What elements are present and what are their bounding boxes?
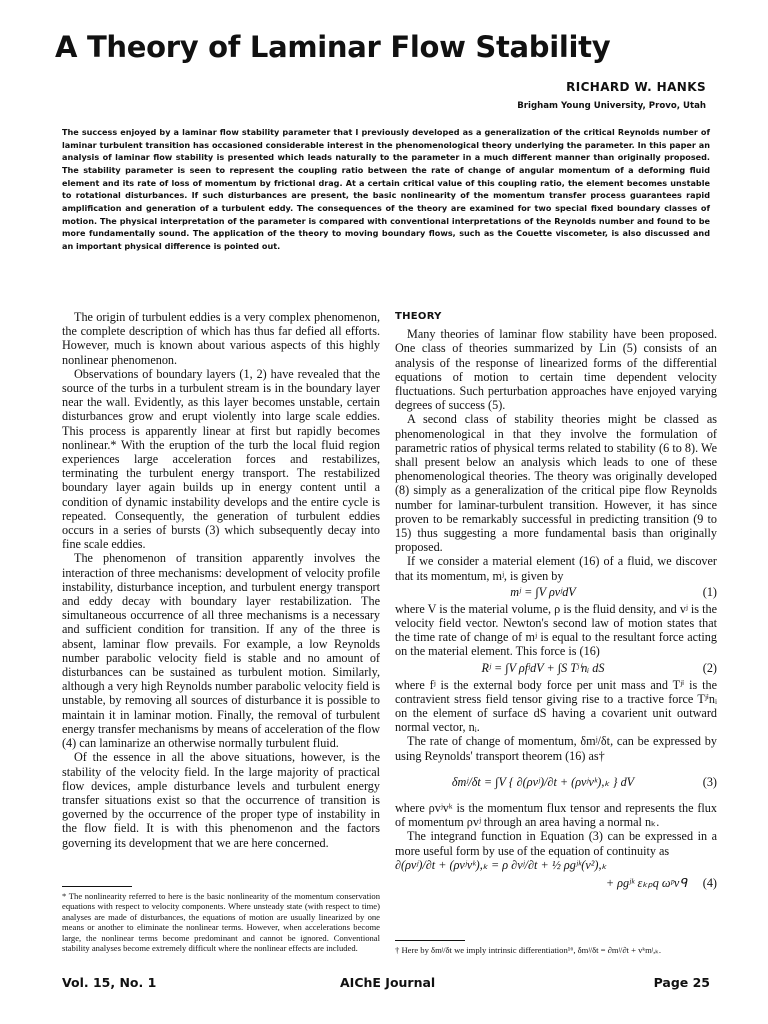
volume-number: Vol. 15, No. 1 bbox=[62, 975, 157, 990]
equation-body: δmʲ/δt = ∫V { ∂(ρvʲ)/∂t + (ρvʲvᵏ),ₖ } dV bbox=[451, 774, 635, 789]
article-title: A Theory of Laminar Flow Stability bbox=[55, 30, 611, 64]
abstract: The success enjoyed by a laminar flow stability parameter that I previously developed as a generalization of the critical Reynolds number of laminar turbulent transition has occasioned considerable interest in the phenomenological theory underlying the parameter. In this paper an analysis of laminar flow stability is presented which leads naturally to the parameter in a much different manner than originally proposed. The stability parameter is seen to represent the coupling ratio between the rate of change of angular momentum of a deforming fluid element and its rate of loss of momentum by frictional drag. At a certain critical value of this coupling ratio, the element becomes unstable to rotational disturbances. If such disturbances are present, the basic nonlinearity of the momentum transfer process guarantees rapid amplification and generation of a turbulent eddy. The consequences of the theory are examined for two special fixed boundary classes of motion. The physical interpretation of the parameter is compared with conventional interpretations of the Reynolds number and found to be more fundamentally sound. The application of the theory to moving boundary flows, such as the Couette viscometer, is also discussed and an important physical difference is pointed out. bbox=[62, 127, 710, 251]
body-paragraph: A second class of stability theories might be classed as phenomenological in that they involve the formulation of parametric ratios of physical terms related to stability (6 to 8). We shall present below an analysis which leads to one of these phenomenological theories. The theory was originally developed (8) simply as a generalization of the critical pipe flow Reynolds number for laminar-turbulent transition. However, it has since proven to be remarkably successful in predicting transition (9 to 15) thus suggesting a more fundamental basis than originally proposed. bbox=[395, 412, 717, 555]
body-paragraph: The rate of change of momentum, δmʲ/δt, can be expressed by using Reynolds' transport theorem (16) as† bbox=[395, 734, 717, 763]
equation-3 bbox=[395, 765, 717, 799]
body-paragraph: The origin of turbulent eddies is a very complex phenomenon, the complete description of which has thus far defied all efforts. However, much is known about various aspects of this highly nonlinear phenomenon. bbox=[62, 310, 380, 367]
body-paragraph: where V is the material volume, ρ is the fluid density, and vʲ is the velocity field vector. Newton's second law of motion states that the time rate of change of mʲ is equal to the resultant force acting on the material element. This force is (16) bbox=[395, 601, 717, 659]
body-paragraph: If we consider a material element (16) of a fluid, we discover that its momentum, mʲ, is given by bbox=[395, 554, 717, 583]
equation-number: (4) bbox=[702, 875, 717, 890]
footnote-nonlinearity bbox=[62, 886, 380, 953]
footnote-text: † Here by δmʲ/δt we imply intrinsic differentiation¹⁶, δmʲ/δt = ∂mʲ/∂t + vᵏmʲ,ₖ. bbox=[395, 945, 662, 955]
equation-line: + ρgʲᵏ εₖₚq ωᵖvᑫ bbox=[605, 875, 687, 890]
body-paragraph: where fʲ is the external body force per unit mass and Tʲⁱ is the contravient stress field tensor giving rise to a tractive force Tʲⁱnᵢ on the element of surface dS having a covarient unit outward normal vector, nᵢ. bbox=[395, 677, 717, 735]
equation-body: mʲ = ∫V ρvʲdV bbox=[510, 585, 576, 600]
equation-number: (3) bbox=[702, 774, 717, 789]
right-column bbox=[395, 310, 717, 894]
equation-number: (2) bbox=[702, 661, 717, 676]
footnote-text: * The nonlinearity referred to here is the basic nonlinearity of the momentum conservation equations with respect to velocity components. Where unsteady state (with respect to time) analyses are made of disturbances, the equations of motion are usually linearized by one means or another to eliminate the nonlinear terms. However, when accelerations become large, the nonlinear terms become predominant and cannot be ignored. Conventional stability analyses become extremely difficult where the nonlinear effects are included. bbox=[62, 891, 380, 954]
footnote-intrinsic-differentiation bbox=[395, 940, 717, 955]
journal-name: AIChE Journal bbox=[340, 975, 436, 990]
body-paragraph: The integrand function in Equation (3) can be expressed in a more useful form by use of the equation of continuity as bbox=[395, 829, 717, 858]
footnote-rule bbox=[395, 940, 465, 941]
author-name: RICHARD W. HANKS bbox=[566, 80, 706, 94]
equation-1 bbox=[395, 585, 717, 600]
left-column bbox=[62, 310, 380, 850]
section-heading: THEORY bbox=[395, 311, 442, 322]
equation-4 bbox=[395, 858, 717, 894]
equation-number: (1) bbox=[702, 585, 717, 600]
body-paragraph: Many theories of laminar flow stability have been proposed. One class of theories summarized by Lin (5) consists of an analysis of the response of linearized forms of the differential equations of motion to certain time dependent velocity fluctuations. Such perturbation approaches have enjoyed varying degrees of success (5). bbox=[395, 327, 717, 413]
equation-line: ∂(ρvʲ)/∂t + (ρvʲvᵏ),ₖ = ρ ∂vʲ/∂t + ½ ρgʲᵏ(v²),ₖ bbox=[395, 857, 607, 872]
page-number: Page 25 bbox=[653, 975, 710, 990]
body-paragraph: where ρvʲvᵏ is the momentum flux tensor and represents the flux of momentum ρvʲ through an area having a normal nₖ. bbox=[395, 800, 717, 830]
equation-body: Rʲ = ∫V ρfʲdV + ∫S Tʲⁱnᵢ dS bbox=[481, 661, 605, 676]
body-paragraph: Of the essence in all the above situations, however, is the stability of the velocity field. In the large majority of practical flow devices, ample disturbance levels and turbulent energy transfer situations exist so that the occurrence of transition is governed by the occurrence of the proper type of instability in the flow field. It is with this phenomenon and the factors governing its development that we are here concerned. bbox=[62, 750, 380, 850]
footnote-rule bbox=[62, 886, 132, 887]
author-affiliation: Brigham Young University, Provo, Utah bbox=[517, 101, 706, 111]
equation-2 bbox=[395, 661, 717, 676]
body-paragraph: Observations of boundary layers (1, 2) have revealed that the source of the turbs in a turbulent stream is in the boundary layer near the wall. Evidently, as this layer becomes unstable, certain disturbances grow and erupt violently into large scale eddies. This process is apparently linear at first but rapidly becomes nonlinear.* With the eruption of the turb the local fluid region experiences large acceleration forces and restabilizes, terminating the turbulent energy transport. The restabilized boundary layer again builds up in energy content until a condition of dynamic instability develops and the entire cycle is repeated. Consequently, the generation of turbulent eddies occurs in a series of bursts (3) which subsequently decay into fine scale eddies. bbox=[62, 366, 380, 552]
body-paragraph: The phenomenon of transition apparently involves the interaction of three mechanisms: development of velocity profile instability, disturbance inception, and turbulent energy transport and eddy decay with boundary layer restabilization. The simultaneous occurrence of all three mechanisms is a necessary and sufficient condition for transition. If any of the three is absent, laminar flow prevails. For example, a low Reynolds number parabolic velocity field is stable and no amount of disturbances can be sustained as turbulent motion. Similarly, although a very high Reynolds number parabolic velocity field is unstable, by removing all sources of disturbance it is possible to maintain it in laminar motion. Finally, the removal of turbulent energy transfer mechanisms by means of acceleration of the flow (4) can laminarize an otherwise normally turbulent fluid. bbox=[62, 551, 380, 751]
